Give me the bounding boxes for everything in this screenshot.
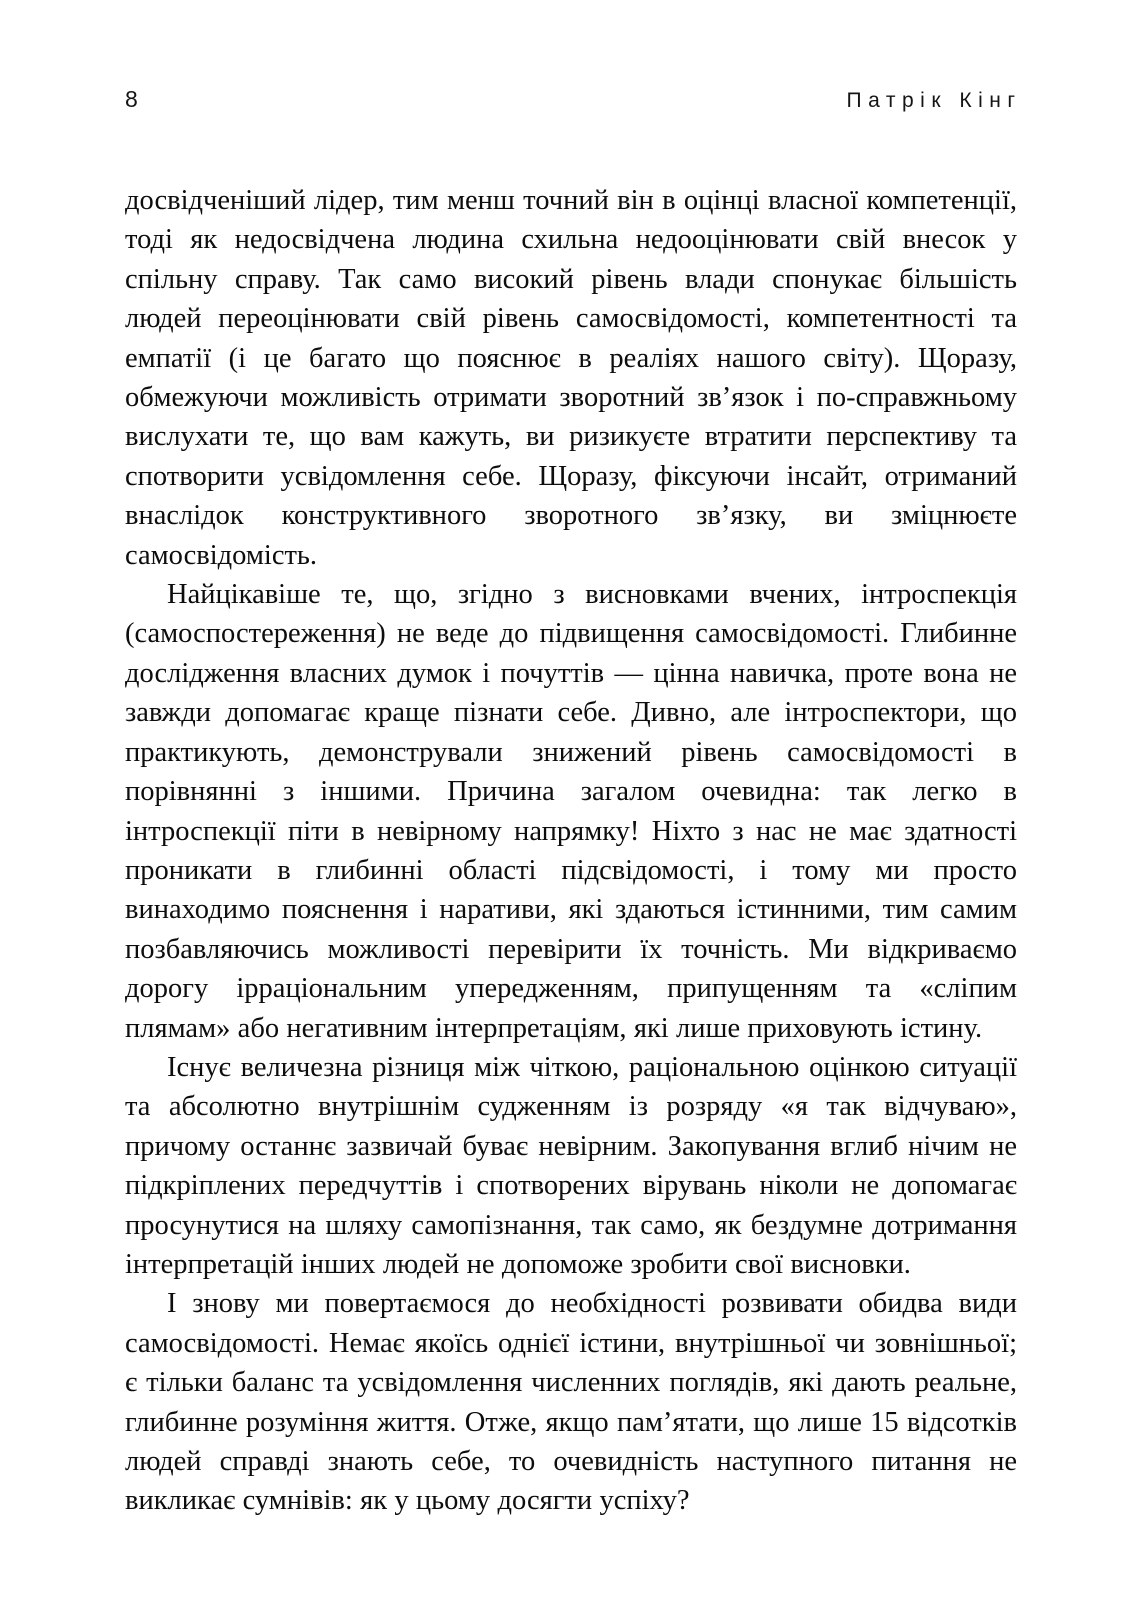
paragraph-4: І знову ми повертаємося до необхідності розвивати обидва види самосвідомості. Немає якоїсь однієї істини, внутрішньої чи зовнішньої; є тільки баланс та усвідомлення численних поглядів, які дають реальне, глибинне розуміння життя. Отже, якщо пам’ятати, що лише 15 відсотків людей справді знають себе, то очевидність наступного питання не викликає сумнівів: як у цьому досягти успіху? <box>125 1288 1017 1517</box>
running-head-author: Патрік Кінг <box>846 89 1022 112</box>
paragraph-3: Існує величезна різниця між чіткою, раціональною оцінкою ситуації та абсолютно внутрішнім судженням із розряду «я так відчуваю», причому останнє зазвичай буває невірним. Закопування вглиб нічим не підкріплених передчуттів і спотворених вірувань ніколи не допомагає просунутися на шляху самопізнання, так само, як бездумне дотримання інтерпретацій інших людей не допоможе зробити свої висновки. <box>125 1051 1017 1280</box>
paragraph-1: досвідченіший лідер, тим менш точний він в оцінці власної компетенції, тоді як недосвідчена людина схильна недооцінювати свій внесок у спільну справу. Так само високий рівень влади спонукає більшість людей переоцінювати свій рівень самосвідомості, компетентності та емпатії (і це багато що пояснює в реаліях нашого світу). Щоразу, обмежуючи можливість отримати зворотний зв’язок і по-справжньому вислухати те, що вам кажуть, ви ризикуєте втратити перспективу та спотворити усвідомлення себе. Щоразу, фіксуючи інсайт, отриманий внаслідок конструктивного зворотного зв’язку, ви зміцнюєте самосвідомість. <box>125 185 1017 571</box>
body-text-column <box>125 181 1017 1521</box>
running-head <box>125 86 1022 122</box>
paragraph-2: Найцікавіше те, що, згідно з висновками вчених, інтроспекція (самоспостереження) не веде до підвищення самосвідомості. Глибинне дослідження власних думок і почуттів — цінна навичка, проте вона не завжди допомагає краще пізнати себе. Дивно, але інтроспектори, що практикують, демонстрували знижений рівень самосвідомості в порівнянні з іншими. Причина загалом очевидна: так легко в інтроспекції піти в невірному напрямку! Ніхто з нас не має здатності проникати в глибинні області підсвідомості, і тому ми просто винаходимо пояснення і наративи, які здаються істинними, тим самим позбавляючись можливості перевірити їх точність. Ми відкриваємо дорогу ірраціональним упередженням, припущенням та «сліпим плямам» або негативним інтерпретаціям, які лише приховують істину. <box>125 579 1017 1044</box>
page-number: 8 <box>125 86 139 112</box>
